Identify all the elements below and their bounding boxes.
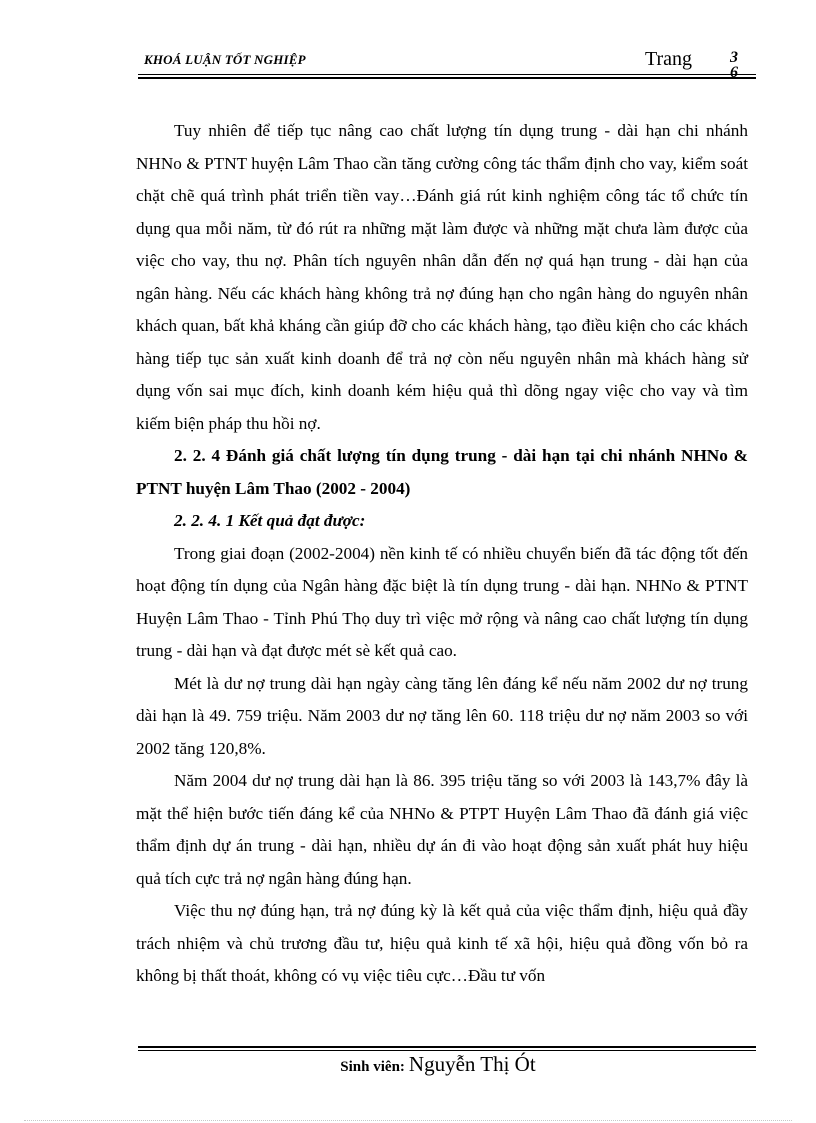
footer-rule-bottom [138, 1050, 756, 1051]
section-heading: 2. 2. 4 Đánh giá chất lượng tín dụng trung - dài hạn tại chi nhánh NHNo & PTNT huyện Lâm Thao (2002 - 2004) [136, 446, 748, 498]
page-number: 36 [730, 49, 738, 81]
body-paragraph: Trong giai đoạn (2002-2004) nền kinh tế có nhiều chuyển biến đã tác động tốt đến hoạt động tín dụng của Ngân hàng đặc biệt là tín dụng trung - dài hạn. NHNo & PTNT Huyện Lâm Thao - Tỉnh Phú Thọ duy trì việc mở rộng và nâng cao chất lượng tín dụng trung - dài hạn và đạt được mét sè kết quả cao. [136, 543, 748, 660]
body-paragraph: Năm 2004 dư nợ trung dài hạn là 86. 395 triệu tăng so với 2003 là 143,7% đây là mặt thể hiện bước tiến đáng kể của NHNo & PTPT Huyện Lâm Thao đã đánh giá việc thẩm định dự án trung - dài hạn, nhiều dự án đi vào hoạt động sản xuất phát huy hiệu quả tích cực trả nợ ngân hàng đúng hạn. [136, 771, 748, 888]
header-rule-bottom [138, 77, 756, 79]
header-rule-top [138, 74, 756, 75]
footer [0, 1052, 816, 1077]
page-label: Trang [645, 48, 693, 70]
page-edge-divider [24, 1120, 792, 1121]
document-body [136, 115, 748, 993]
student-name: Nguyễn Thị Ót [408, 1052, 536, 1076]
body-paragraph: Việc thu nợ đúng hạn, trả nợ đúng kỳ là kết quả của việc thẩm định, hiệu quả đầy trách nhiệm và chủ trương đầu tư, hiệu quả kinh tế xã hội, hiệu quả đồng vốn bỏ ra không bị thất thoát, không có vụ việc tiêu cực…Đầu tư vốn [136, 901, 748, 985]
body-paragraph: Tuy nhiên để tiếp tục nâng cao chất lượng tín dụng trung - dài hạn chi nhánh NHNo & PTNT huyện Lâm Thao cần tăng cường công tác thẩm định cho vay, kiểm soát chặt chẽ quá trình phát triển tiền vay…Đánh giá rút kinh nghiệm công tác tổ chức tín dụng qua mỗi năm, từ đó rút ra những mặt làm được và những mặt chưa làm được của việc cho vay, thu nợ. Phân tích nguyên nhân dẫn đến nợ quá hạn trung - dài hạn của ngân hàng. Nếu các khách hàng không trả nợ đúng hạn cho ngân hàng do nguyên nhân khách quan, bất khả kháng cần giúp đỡ cho các khách hàng, tạo điều kiện cho các khách hàng tiếp tục sản xuất kinh doanh để trả nợ còn nếu nguyên nhân mà khách hàng sử dụng vốn sai mục đích, kinh doanh kém hiệu quả thì dõng ngay việc cho vay và tìm kiếm biện pháp thu hồi nợ. [136, 121, 748, 433]
footer-rule-top [138, 1046, 756, 1048]
document-header-title: KHOÁ LUẬN TỐT NGHIỆP [144, 52, 306, 67]
student-label: Sinh viên: [340, 1059, 405, 1075]
body-paragraph: Mét là dư nợ trung dài hạn ngày càng tăng lên đáng kể nếu năm 2002 dư nợ trung dài hạn là 49. 759 triệu. Năm 2003 dư nợ tăng lên 60. 118 triệu dư nợ năm 2003 so với 2002 tăng 120,8%. [136, 673, 748, 758]
subsection-heading: 2. 2. 4. 1 Kết quả đạt được: [174, 511, 366, 530]
